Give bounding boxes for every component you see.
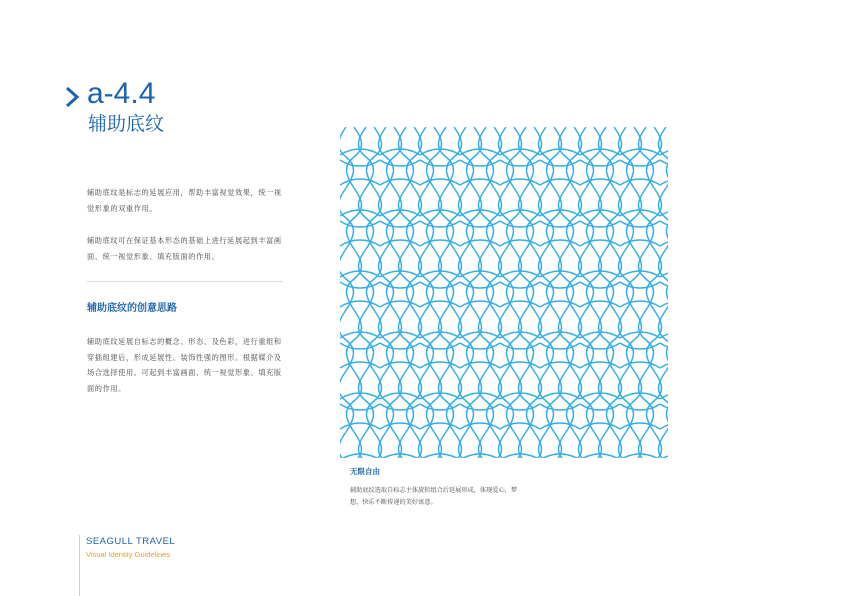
footer-divider <box>79 535 80 596</box>
intro-paragraph-1: 辅助底纹是标志的延展应用，帮助丰富视觉效果，统一视觉形象的双重作用。 <box>87 188 282 213</box>
concept-heading: 辅助底纹的创意思路 <box>87 303 177 314</box>
page-title: 辅助底纹 <box>88 113 165 135</box>
concept-paragraph: 辅助底纹延展自标志的概念、形态、及色彩，进行重组和穿插组建后，形成延展性、装饰性强的图形。根据媒介及场合选择使用。可起到丰富画面、统一视觉形象、填充版面的作用。 <box>87 337 282 393</box>
section-code: a-4.4 <box>87 77 156 110</box>
divider <box>87 281 283 282</box>
auxiliary-pattern <box>340 127 668 458</box>
pattern-caption-text: 辅助底纹选取自标志主体旋转组合后延展形成，体现爱心，梦想，快乐不断传递的美好寓意。 <box>350 487 518 506</box>
pattern-caption-title: 无限自由 <box>350 467 380 476</box>
chevron-right-icon <box>64 86 82 108</box>
brand-subtitle: Visual Identity Guidelines <box>86 550 171 559</box>
intro-paragraph-2: 辅助底纹可在保证基本形态的基础上进行延展起到丰富画面、统一视觉形象、填充版面的作用。 <box>87 236 282 261</box>
brand-name: SEAGULL TRAVEL <box>86 536 176 547</box>
